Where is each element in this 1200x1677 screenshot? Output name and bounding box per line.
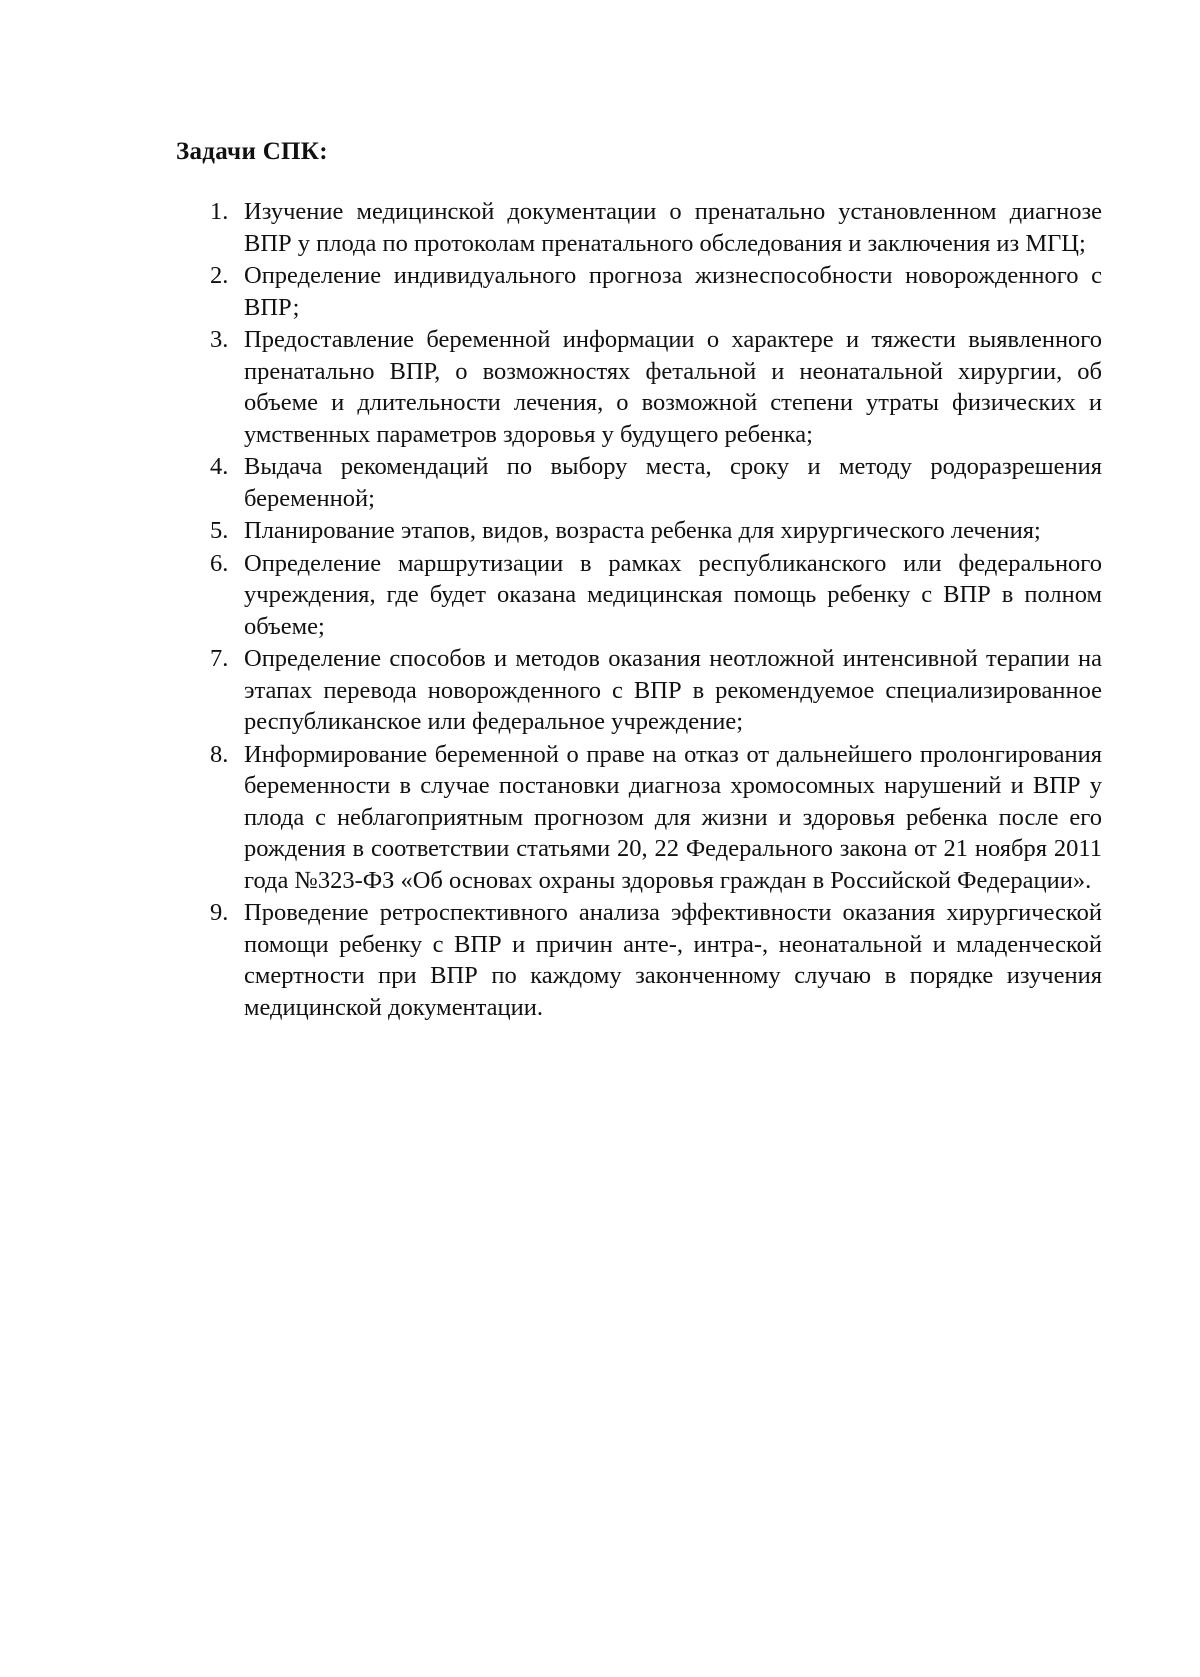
task-number: 2. bbox=[210, 262, 229, 289]
task-text: Планирование этапов, видов, возраста ребенка для хирургического лечения; bbox=[244, 517, 1041, 544]
task-item-5 bbox=[200, 515, 1102, 548]
task-item-7 bbox=[200, 643, 1102, 739]
task-text: Выдача рекомендаций по выбору места, сроку и методу родоразрешения беременной; bbox=[244, 453, 1102, 512]
task-item-6 bbox=[200, 548, 1102, 644]
tasks-list bbox=[200, 196, 1102, 1024]
task-text: Предоставление беременной информации о характере и тяжести выявленного пренатально ВПР, о возможностях фетальной и неонатальной хирургии, об объеме и длительности лечения, о возможной степени утраты физических и умственных параметров здоровья у будущего ребенка; bbox=[244, 326, 1102, 448]
task-text: Определение индивидуального прогноза жизнеспособности новорожденного с ВПР; bbox=[244, 262, 1102, 321]
task-number: 7. bbox=[210, 645, 229, 672]
task-item-3 bbox=[200, 324, 1102, 451]
task-text: Определение маршрутизации в рамках республиканского или федерального учреждения, где будет оказана медицинская помощь ребенку с ВПР в полном объеме; bbox=[244, 549, 1102, 640]
task-item-8 bbox=[200, 739, 1102, 898]
task-text: Проведение ретроспективного анализа эффективности оказания хирургической помощи ребенку с ВПР и причин анте-, интра-, неонатальной и младенческой смертности при ВПР по каждому законченному случаю в порядке изучения медицинской документации. bbox=[244, 899, 1102, 1021]
task-item-4 bbox=[200, 451, 1102, 515]
task-number: 6. bbox=[210, 549, 229, 577]
task-text: Определение способов и методов оказания неотложной интенсивной терапии на этапах перевода новорожденного с ВПР в рекомендуемое специализированное республиканское или федеральное учреждение; bbox=[244, 645, 1102, 735]
page-heading: Задачи СПК: bbox=[176, 138, 328, 165]
task-number: 3. bbox=[210, 326, 229, 353]
task-number: 4. bbox=[210, 453, 229, 480]
task-number: 8. bbox=[210, 740, 229, 768]
task-number: 5. bbox=[210, 517, 229, 544]
task-text: Информирование беременной о праве на отказ от дальнейшего пролонгирования беременности в случае постановки диагноза хромосомных нарушений и ВПР у плода с неблагоприятным прогнозом для жизни и здоровья ребенка после его рождения в соответствии статьями 20, 22 Федерального закона от 21 ноября 2011 года №323-ФЗ «Об основах охраны здоровья граждан в Российской Федерации». bbox=[244, 740, 1102, 894]
task-item-1 bbox=[200, 196, 1102, 260]
task-number: 1. bbox=[210, 198, 229, 225]
task-number: 9. bbox=[210, 899, 229, 926]
task-item-2 bbox=[200, 260, 1102, 324]
task-item-9 bbox=[200, 897, 1102, 1024]
task-text: Изучение медицинской документации о пренатально установленном диагнозе ВПР у плода по протоколам пренатального обследования и заключения из МГЦ; bbox=[244, 198, 1102, 257]
